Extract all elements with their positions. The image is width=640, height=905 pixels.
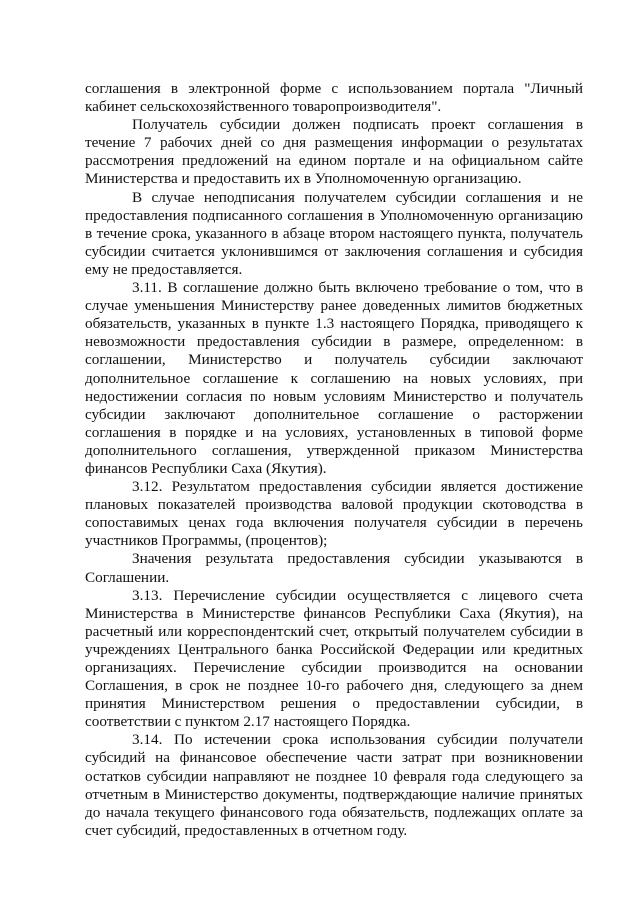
paragraph-refusal-case: В случае неподписания получателем субсидии соглашения и не предоставления подписанного соглашения в Уполномоченную организацию в течение срока, указанного в абзаце втором настоящего пункта, получатель субсидии считается уклонившимся от заключения соглашения и субсидия ему не предоставляется. — [85, 188, 583, 278]
paragraph-3-12: 3.12. Результатом предоставления субсидии является достижение плановых показателей производства валовой продукции скотоводства в сопоставимых ценах года включения получателя субсидии в перечень участников Программы, (процентов); — [85, 478, 583, 550]
paragraph-3-11: 3.11. В соглашение должно быть включено требование о том, что в случае уменьшения Министерству ранее доведенных лимитов бюджетных обязательств, указанных в пункте 1.3 настоящего Порядка, приводящего к невозможности предоставления субсидии в размере, определенном: в соглашении, Министерство и получатель субсидии заключают дополнительное соглашение к соглашению на новых условиях, при недостижении согласия по новым условиям Министерство и получатель субсидии заключают дополнительное соглашение о расторжении соглашения в порядке и на условиях, установленных в типовой форме дополнительного соглашения, утвержденной приказом Министерства финансов Республики Саха (Якутия). — [85, 279, 583, 477]
paragraph-3-14: 3.14. По истечении срока использования субсидии получатели субсидий на финансовое обеспечение части затрат при возникновении остатков субсидии направляют не позднее 10 февраля года следующего за отчетным в Министерство документы, подтверждающие наличие принятых до начала текущего финансового года обязательств, подлежащих оплате за счет субсидий, предоставленных в отчетном году. — [85, 731, 583, 839]
paragraph-continuation: соглашения в электронной форме с использованием портала "Личный кабинет сельскохозяйственного товаропроизводителя". — [85, 80, 583, 116]
paragraph-signing-deadline: Получатель субсидии должен подписать проект соглашения в течение 7 рабочих дней со дня размещения информации о результатах рассмотрения предложений на едином портале и на официальном сайте Министерства и предоставить их в Уполномоченную организацию. — [85, 116, 583, 188]
paragraph-result-values: Значения результата предоставления субсидии указываются в Соглашении. — [85, 550, 583, 586]
paragraph-3-13: 3.13. Перечисление субсидии осуществляется с лицевого счета Министерства в Министерстве финансов Республики Саха (Якутия), на расчетный или корреспондентский счет, открытый получателем субсидии в учреждениях Центрального банка Российской Федерации или кредитных организациях. Перечисление субсидии производится на основании Соглашения, в срок не позднее 10-го рабочего дня, следующего за днем принятия Министерством решения о предоставлении субсидии, в соответствии с пунктом 2.17 настоящего Порядка. — [85, 586, 583, 731]
document-body — [85, 80, 583, 840]
